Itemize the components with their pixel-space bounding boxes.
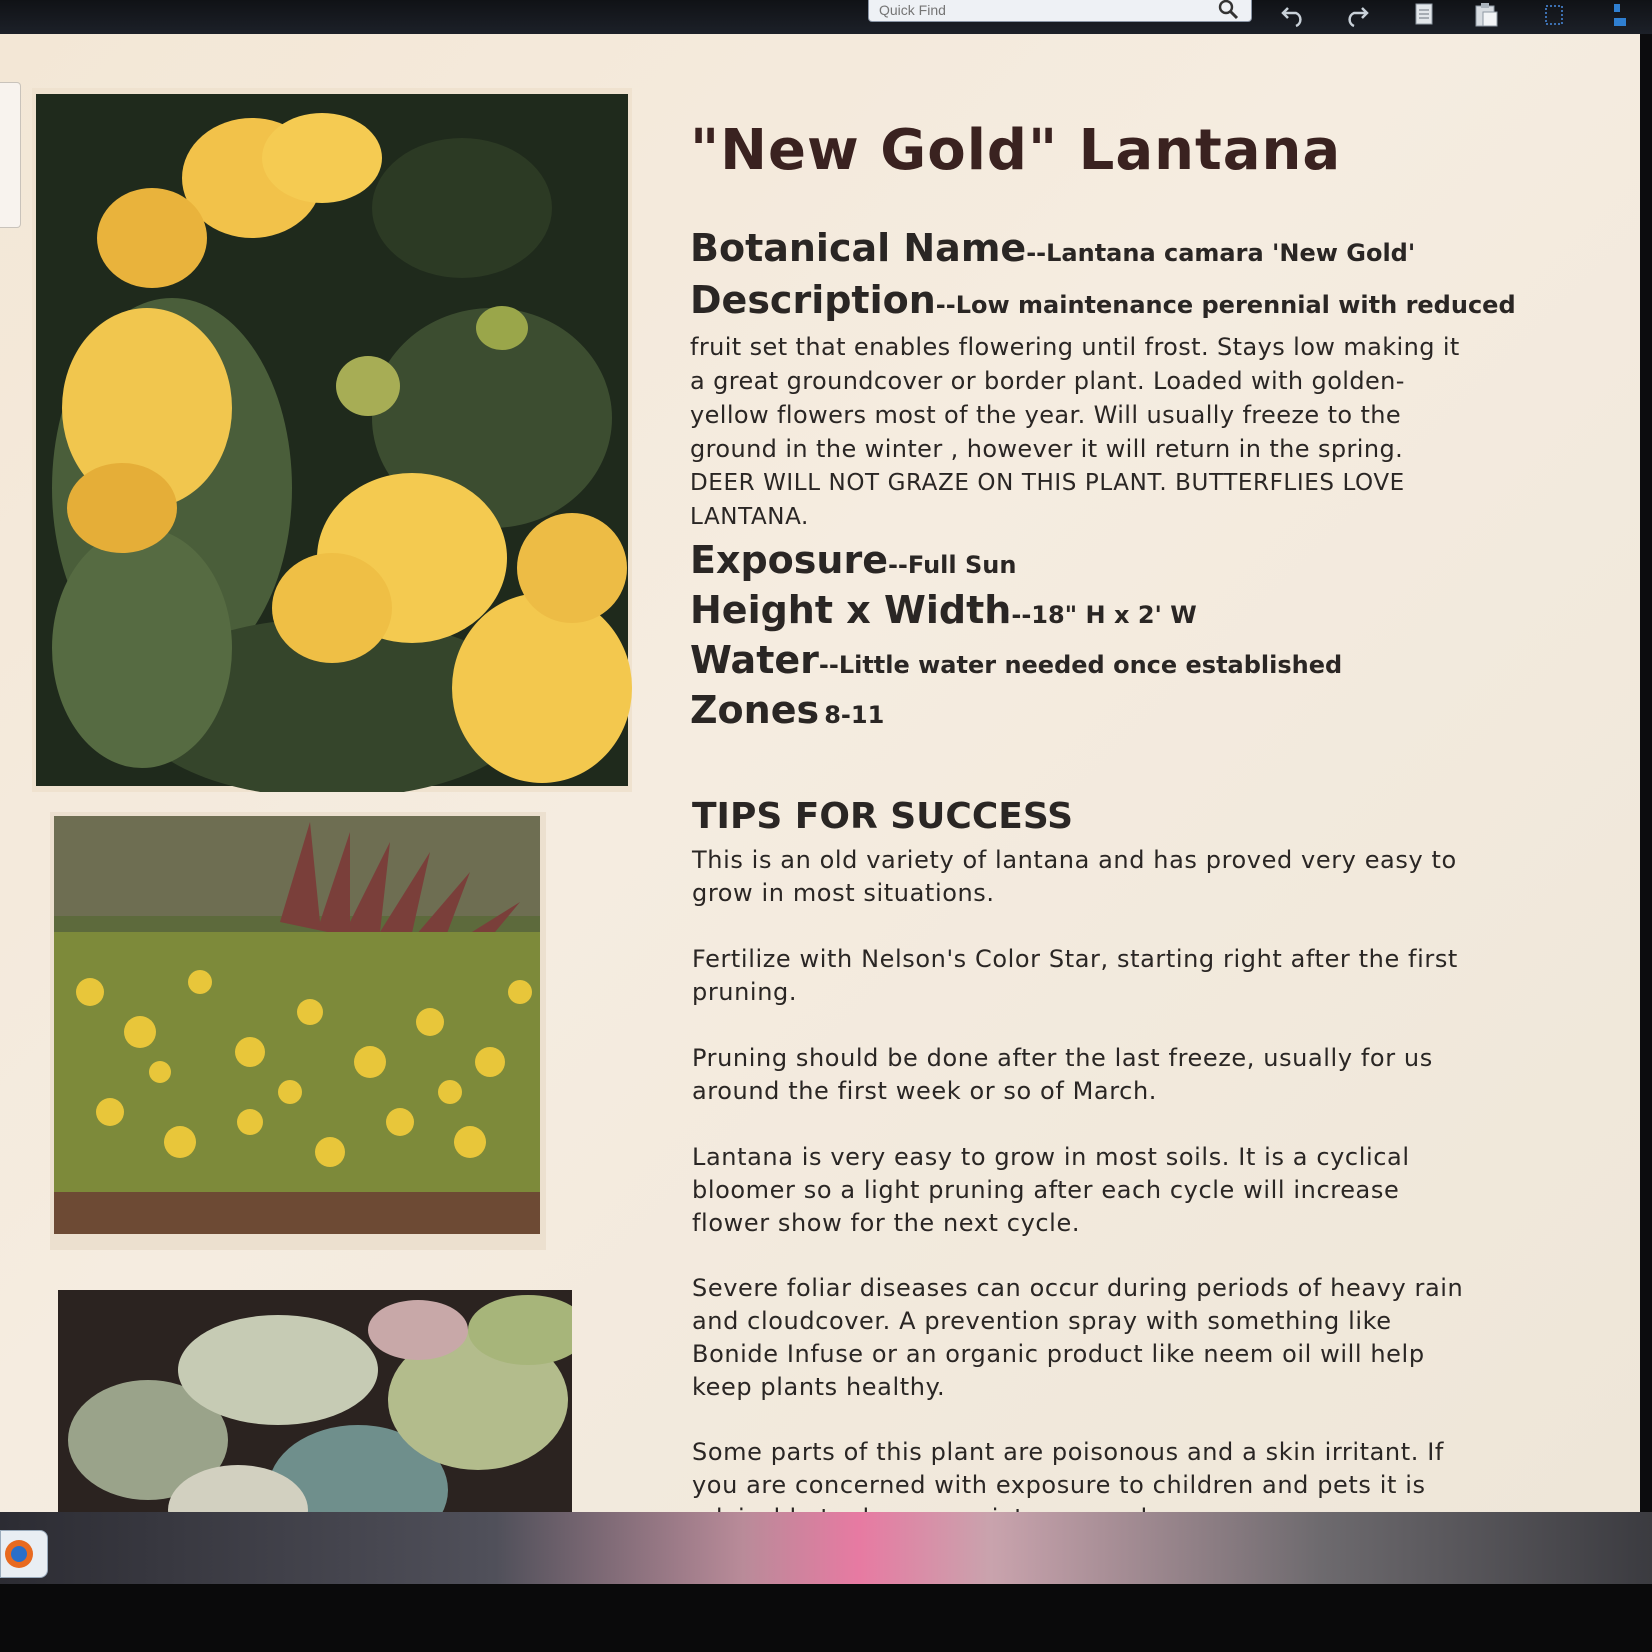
description-line: fruit set that enables flowering until frost. Stays low making it — [690, 333, 1460, 361]
botanical-name-field — [690, 226, 1415, 270]
grid-icon[interactable] — [1540, 2, 1568, 28]
water-value: --Little water needed once established — [818, 651, 1343, 679]
botanical-name-label: Botanical Name — [690, 226, 1027, 270]
tip-line: Severe foliar diseases can occur during periods of heavy rain — [692, 1274, 1464, 1302]
monitor-bezel-right — [1640, 34, 1652, 1512]
panel-tab[interactable] — [0, 82, 21, 228]
tip-line: This is an old variety of lantana and has proved very easy to — [692, 846, 1457, 874]
tip-paragraph — [692, 1141, 1410, 1240]
redo-icon[interactable] — [1342, 2, 1370, 28]
exposure-value: --Full Sun — [887, 551, 1017, 579]
tip-line: pruning. — [692, 978, 798, 1006]
description-text — [690, 330, 1570, 534]
size-field — [690, 588, 1197, 632]
tip-paragraph — [692, 943, 1458, 1009]
application-toolbar — [0, 0, 1652, 34]
description-note: LANTANA. — [690, 504, 809, 530]
taskbar — [0, 1512, 1652, 1584]
lantana-garden-bed-photo — [50, 812, 546, 1250]
tip-paragraph — [692, 1272, 1463, 1404]
tip-paragraph — [692, 1042, 1433, 1108]
tip-line: around the first week or so of March. — [692, 1077, 1157, 1105]
paste-icon[interactable] — [1472, 2, 1500, 28]
water-field — [690, 638, 1342, 682]
zones-field — [690, 688, 884, 732]
zones-label: Zones — [690, 688, 820, 732]
size-label: Height x Width — [690, 588, 1012, 632]
tip-line: Fertilize with Nelson's Color Star, starting right after the first — [692, 945, 1458, 973]
tip-line: and cloudcover. A prevention spray with something like — [692, 1307, 1392, 1335]
monitor-bezel-bottom — [0, 1584, 1652, 1652]
document-page — [0, 34, 1640, 1522]
description-line: yellow flowers most of the year. Will usually freeze to the — [690, 401, 1402, 429]
undo-icon[interactable] — [1280, 2, 1308, 28]
botanical-name-value: --Lantana camara 'New Gold' — [1026, 239, 1416, 267]
tip-paragraph — [692, 844, 1457, 910]
description-line: a great groundcover or border plant. Loaded with golden- — [690, 367, 1405, 395]
tip-line: bloomer so a light pruning after each cycle will increase — [692, 1176, 1400, 1204]
browser-icon[interactable] — [0, 1530, 48, 1578]
tips-heading: TIPS FOR SUCCESS — [692, 796, 1074, 837]
description-note: DEER WILL NOT GRAZE ON THIS PLANT. BUTTERFLIES LOVE — [690, 470, 1405, 496]
search-icon[interactable] — [1217, 0, 1239, 20]
tip-line: keep plants healthy. — [692, 1373, 946, 1401]
tip-line: you are concerned with exposure to children and pets it is — [692, 1471, 1426, 1499]
page-title: "New Gold" Lantana — [690, 118, 1342, 183]
description-label: Description — [690, 278, 936, 322]
pin-icon[interactable] — [1604, 2, 1632, 28]
tip-line: Lantana is very easy to grow in most soils. It is a cyclical — [692, 1143, 1410, 1171]
lantana-closeup-photo — [32, 88, 632, 792]
description-field — [690, 278, 1516, 322]
quick-find-input[interactable] — [877, 0, 1211, 20]
water-label: Water — [690, 638, 819, 682]
description-first-line: --Low maintenance perennial with reduced — [935, 291, 1516, 319]
quick-find-box[interactable] — [868, 0, 1252, 22]
tip-line: grow in most situations. — [692, 879, 995, 907]
tip-line: Pruning should be done after the last freeze, usually for us — [692, 1044, 1433, 1072]
exposure-label: Exposure — [690, 538, 888, 582]
exposure-field — [690, 538, 1016, 582]
zones-value: 8-11 — [824, 701, 885, 729]
size-value: --18" H x 2' W — [1011, 601, 1197, 629]
copy-icon[interactable] — [1410, 2, 1438, 28]
tip-line: Some parts of this plant are poisonous and a skin irritant. If — [692, 1438, 1444, 1466]
tip-line: Bonide Infuse or an organic product like neem oil will help — [692, 1340, 1425, 1368]
tip-line: flower show for the next cycle. — [692, 1209, 1081, 1237]
description-line: ground in the winter , however it will return in the spring. — [690, 435, 1404, 463]
